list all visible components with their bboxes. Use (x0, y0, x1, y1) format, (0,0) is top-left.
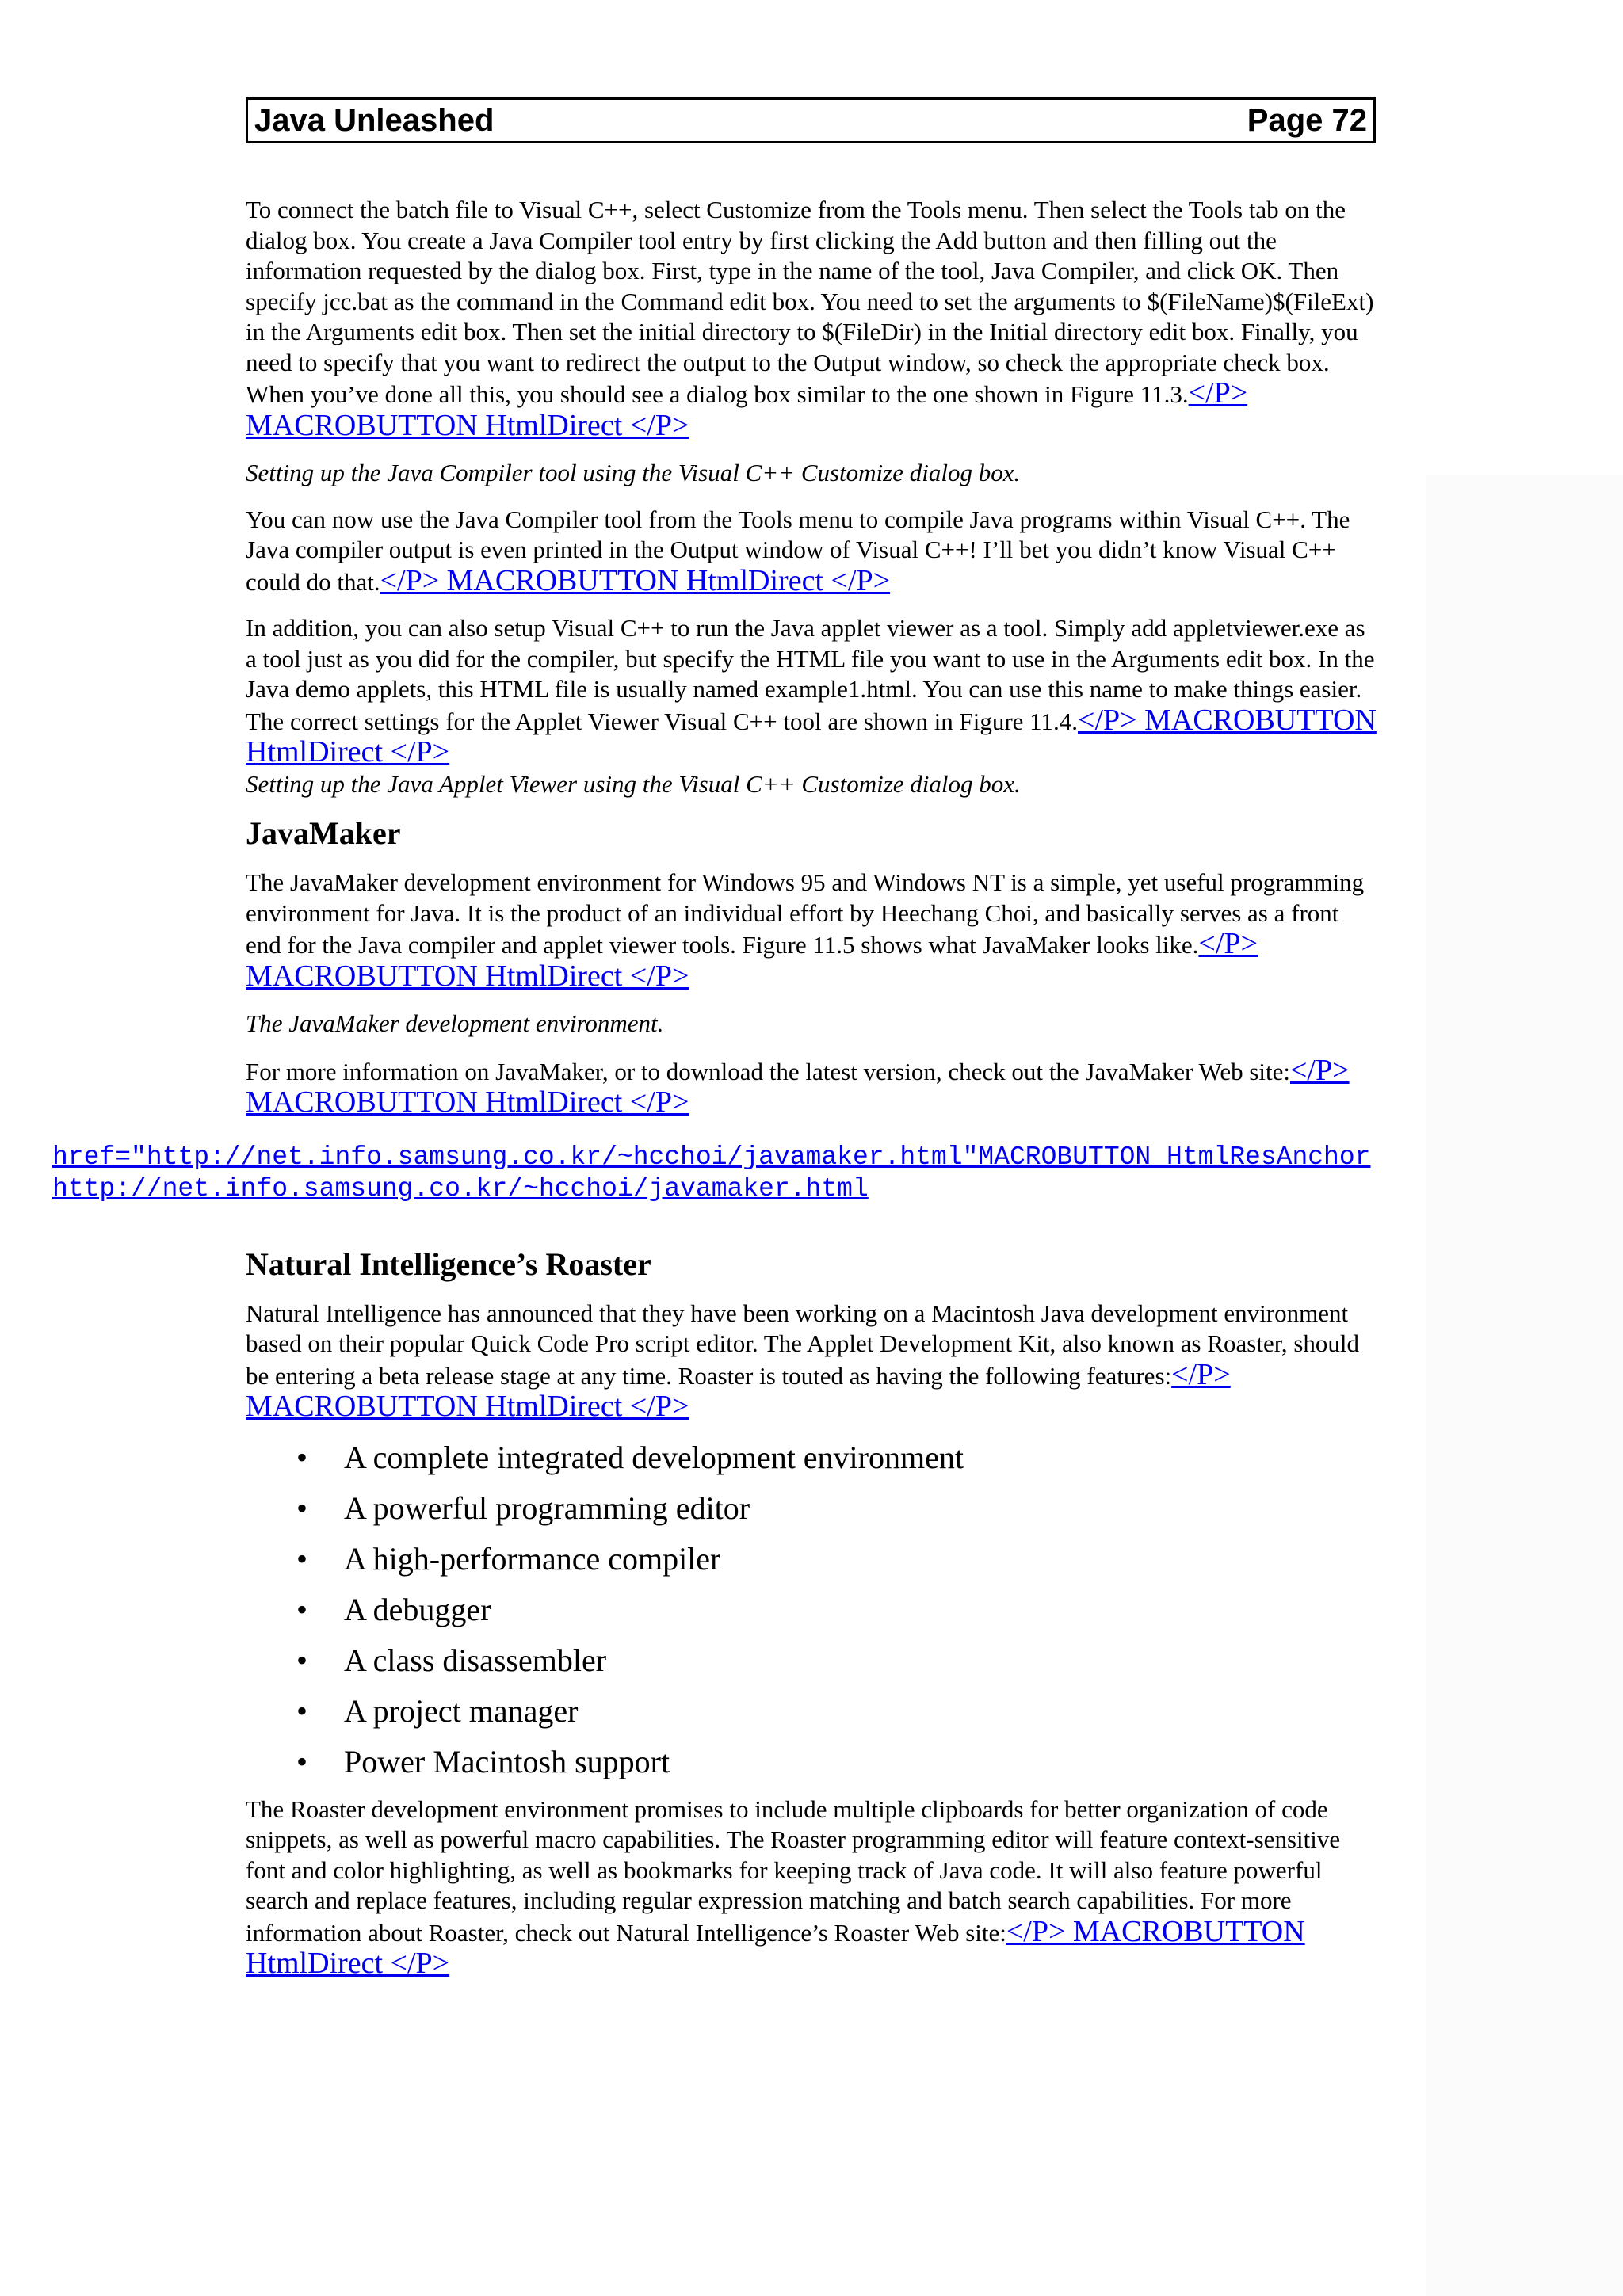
feature-list (246, 1440, 1379, 1780)
macrobutton-link[interactable]: </P> MACROBUTTON HtmlDirect </P> (246, 927, 1258, 993)
macrobutton-link[interactable]: </P> MACROBUTTON HtmlDirect </P> (246, 1357, 1231, 1423)
book-title: Java Unleashed (254, 103, 495, 138)
paragraph-compiler-tool: You can now use the Java Compiler tool from the Tools menu to compile Java programs within Visual C++. The Java compiler output is even printed in the Output window of Visual C++! I’ll bet you didn’t know Visual C++ could do that.</P> MACROBUTTON HtmlDirect </P> (246, 505, 1350, 597)
list-item: • A project manager (296, 1692, 579, 1729)
bullet-icon: • (296, 1743, 308, 1779)
page-content (246, 195, 1379, 1997)
macrobutton-link[interactable]: </P> MACROBUTTON HtmlDirect </P> (246, 703, 1377, 769)
list-item: • A debugger (296, 1591, 491, 1627)
url-line[interactable]: http://net.info.samsung.co.kr/~hcchoi/javamaker.html (52, 1173, 869, 1203)
paragraph-roaster-details: The Roaster development environment promises to include multiple clipboards for better organization of code snippets, as well as powerful macro capabilities. The Roaster programming editor will feature context-sensitive font and color highlighting, as well as bookmarks for keeping track of Java code. It will also feature powerful search and replace features, including regular expression matching and batch search capabilities. For more information about Roaster, check out Natural Intelligence’s Roaster Web site:</P> MACROBUTTON HtmlDirect </P> (246, 1794, 1341, 1980)
page-header (246, 97, 1376, 143)
bullet-icon: • (296, 1489, 308, 1526)
list-item: • A high-performance compiler (296, 1540, 721, 1577)
figure-caption-11-3: Setting up the Java Compiler tool using the Visual C++ Customize dialog box. (246, 459, 1021, 486)
paragraph-javamaker: The JavaMaker development environment for Windows 95 and Windows NT is a simple, yet useful programming environment for Java. It is the product of an individual effort by Heechang Choi, and basically serves as a front end for the Java compiler and applet viewer tools. Figure 11.5 shows what JavaMaker looks like.</P> MACROBUTTON HtmlDirect </P> (246, 868, 1365, 993)
macrobutton-link[interactable]: </P> MACROBUTTON HtmlDirect </P> (380, 563, 891, 597)
bullet-icon: • (296, 1540, 308, 1577)
figure-caption-11-5: The JavaMaker development environment. (246, 1009, 664, 1037)
heading-roaster: Natural Intelligence’s Roaster (246, 1245, 651, 1282)
paragraph-applet-viewer: In addition, you can also setup Visual C++ to run the Java applet viewer as a tool. Simply add appletviewer.exe as a tool just as you did for the compiler, but specify the HTML file you want to use in the Arguments edit box. In the Java demo applets, this HTML file is usually named example1.html. You can use this name to make things easier. The correct settings for the Applet Viewer Visual C++ tool are shown in Figure 11.4.</P> MACROBUTTON HtmlDirect </P> (246, 614, 1377, 769)
paragraph-batch-file: To connect the batch file to Visual C++, select Customize from the Tools menu. Then select the Tools tab on the dialog box. You create a Java Compiler tool entry by first clicking the Add button and then filling out the information requested by the dialog box. First, type in the name of the tool, Java Compiler, and click OK. Then specify jcc.bat as the command in the Command edit box. You need to set the arguments to $(FileName)$(FileExt) in the Arguments edit box. Then set the initial directory to $(FileDir) in the Initial directory edit box. Finally, you need to specify that you want to redirect the output to the Output window, so check the appropriate check box. When you’ve done all this, you should see a dialog box similar to the one shown in Figure 11.3.</P> MACROBUTTON HtmlDirect </P> (246, 196, 1374, 442)
figure-caption-11-4: Setting up the Java Applet Viewer using the Visual C++ Customize dialog box. (246, 769, 1021, 798)
list-item: • A complete integrated development environment (296, 1439, 964, 1475)
paragraph-javamaker-info: For more information on JavaMaker, or to download the latest version, check out the JavaMaker Web site:</P> MACROBUTTON HtmlDirect </P> (246, 1053, 1350, 1119)
list-item: • Power Macintosh support (296, 1743, 670, 1779)
page-shade (1426, 475, 1623, 2296)
list-item: • A powerful programming editor (296, 1489, 750, 1526)
page-number: Page 72 (1247, 103, 1367, 138)
macrobutton-link[interactable]: </P> MACROBUTTON HtmlDirect </P> (246, 1914, 1305, 1980)
bullet-icon: • (296, 1642, 308, 1678)
bullet-icon: • (296, 1692, 308, 1729)
list-item: • A class disassembler (296, 1642, 607, 1678)
paragraph-roaster: Natural Intelligence has announced that they have been working on a Macintosh Java development environment based on their popular Quick Code Pro script editor. The Applet Development Kit, also known as Roaster, should be entering a beta release stage at any time. Roaster is touted as having the following features:</P> MACROBUTTON HtmlDirect </P> (246, 1299, 1360, 1423)
javamaker-url-anchor[interactable] (52, 1142, 1590, 1205)
macrobutton-link[interactable]: </P> MACROBUTTON HtmlDirect </P> (246, 1053, 1350, 1119)
macrobutton-link[interactable]: </P> MACROBUTTON HtmlDirect </P> (246, 376, 1248, 442)
heading-javamaker: JavaMaker (246, 815, 401, 851)
bullet-icon: • (296, 1439, 308, 1475)
bullet-icon: • (296, 1591, 308, 1627)
url-href-line[interactable]: href="http://net.info.samsung.co.kr/~hcchoi/javamaker.html"MACROBUTTON HtmlResAnchor (52, 1142, 1371, 1172)
